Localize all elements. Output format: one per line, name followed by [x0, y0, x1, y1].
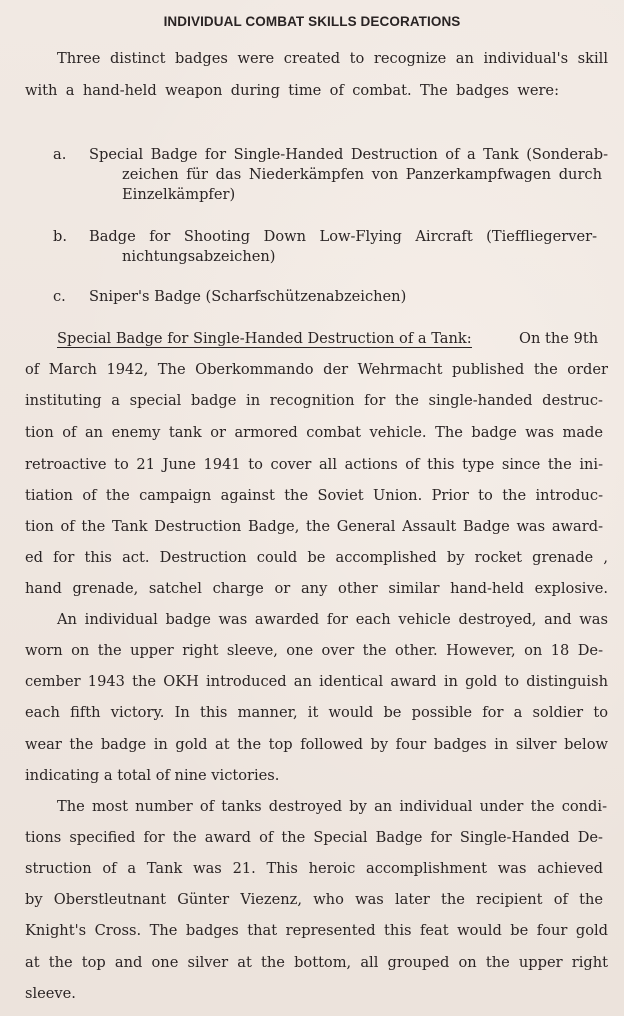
para1-line: hand grenade, satchel charge or any other similar hand-held explosive. [25, 580, 608, 597]
para1-line: of March 1942, The Oberkommando der Wehrmacht published the order [25, 361, 608, 378]
para1-line: On the 9th [519, 330, 599, 347]
para2-line: cember 1943 the OKH introduced an identical award in gold to distinguish [25, 673, 608, 690]
para2-line: indicating a total of nine victories. [25, 767, 280, 784]
list-item-c-line: Sniper's Badge (Scharfschützenabzeichen) [89, 288, 407, 305]
para1-line: instituting a special badge in recognition for the single-handed destruc- [25, 392, 603, 409]
para3-line: The most number of tanks destroyed by an individual under the condi- [57, 798, 607, 815]
para3-line: struction of a Tank was 21. This heroic accomplishment was achieved [25, 860, 603, 877]
para1-line: retroactive to 21 June 1941 to cover all actions of this type since the ini- [25, 456, 603, 473]
para3-line: by Oberstleutnant Günter Viezenz, who was later the recipient of the [25, 891, 603, 908]
para1-line: ed for this act. Destruction could be accomplished by rocket grenade , [25, 549, 608, 566]
list-item-b-line: Badge for Shooting Down Low-Flying Aircraft (Tieffliegerver- [89, 228, 597, 245]
intro-line: with a hand-held weapon during time of combat. The badges were: [25, 82, 559, 99]
list-label-b: b. [53, 228, 67, 245]
list-label-a: a. [53, 146, 67, 163]
para2-line: An individual badge was awarded for each vehicle destroyed, and was [57, 611, 608, 628]
para1-line: tion of the Tank Destruction Badge, the General Assault Badge was award- [25, 518, 603, 535]
para1-line: tion of an enemy tank or armored combat vehicle. The badge was made [25, 424, 603, 441]
para3-line: Knight's Cross. The badges that represented this feat would be four gold [25, 922, 608, 939]
list-item-b-line: nichtungsabzeichen) [122, 248, 276, 265]
list-item-a-line: zeichen für das Niederkämpfen von Panzerkampfwagen durch [122, 166, 602, 183]
list-label-c: c. [53, 288, 66, 305]
list-item-a-line: Special Badge for Single-Handed Destruction of a Tank (Sonderab- [89, 146, 608, 163]
para3-line: sleeve. [25, 985, 76, 1002]
para1-line: tiation of the campaign against the Soviet Union. Prior to the introduc- [25, 487, 603, 504]
para3-line: tions specified for the award of the Special Badge for Single-Handed De- [25, 829, 603, 846]
page-title: INDIVIDUAL COMBAT SKILLS DECORATIONS [163, 14, 461, 29]
intro-line: Three distinct badges were created to recognize an individual's skill [57, 50, 608, 67]
para3-line: at the top and one silver at the bottom, all grouped on the upper right [25, 954, 608, 971]
para2-line: worn on the upper right sleeve, one over the other. However, on 18 De- [25, 642, 603, 659]
para2-line: wear the badge in gold at the top followed by four badges in silver below [25, 736, 608, 753]
list-item-a-line: Einzelkämpfer) [122, 186, 236, 203]
section-heading: Special Badge for Single-Handed Destruction of a Tank: [57, 330, 472, 347]
para2-line: each fifth victory. In this manner, it would be possible for a soldier to [25, 704, 608, 721]
